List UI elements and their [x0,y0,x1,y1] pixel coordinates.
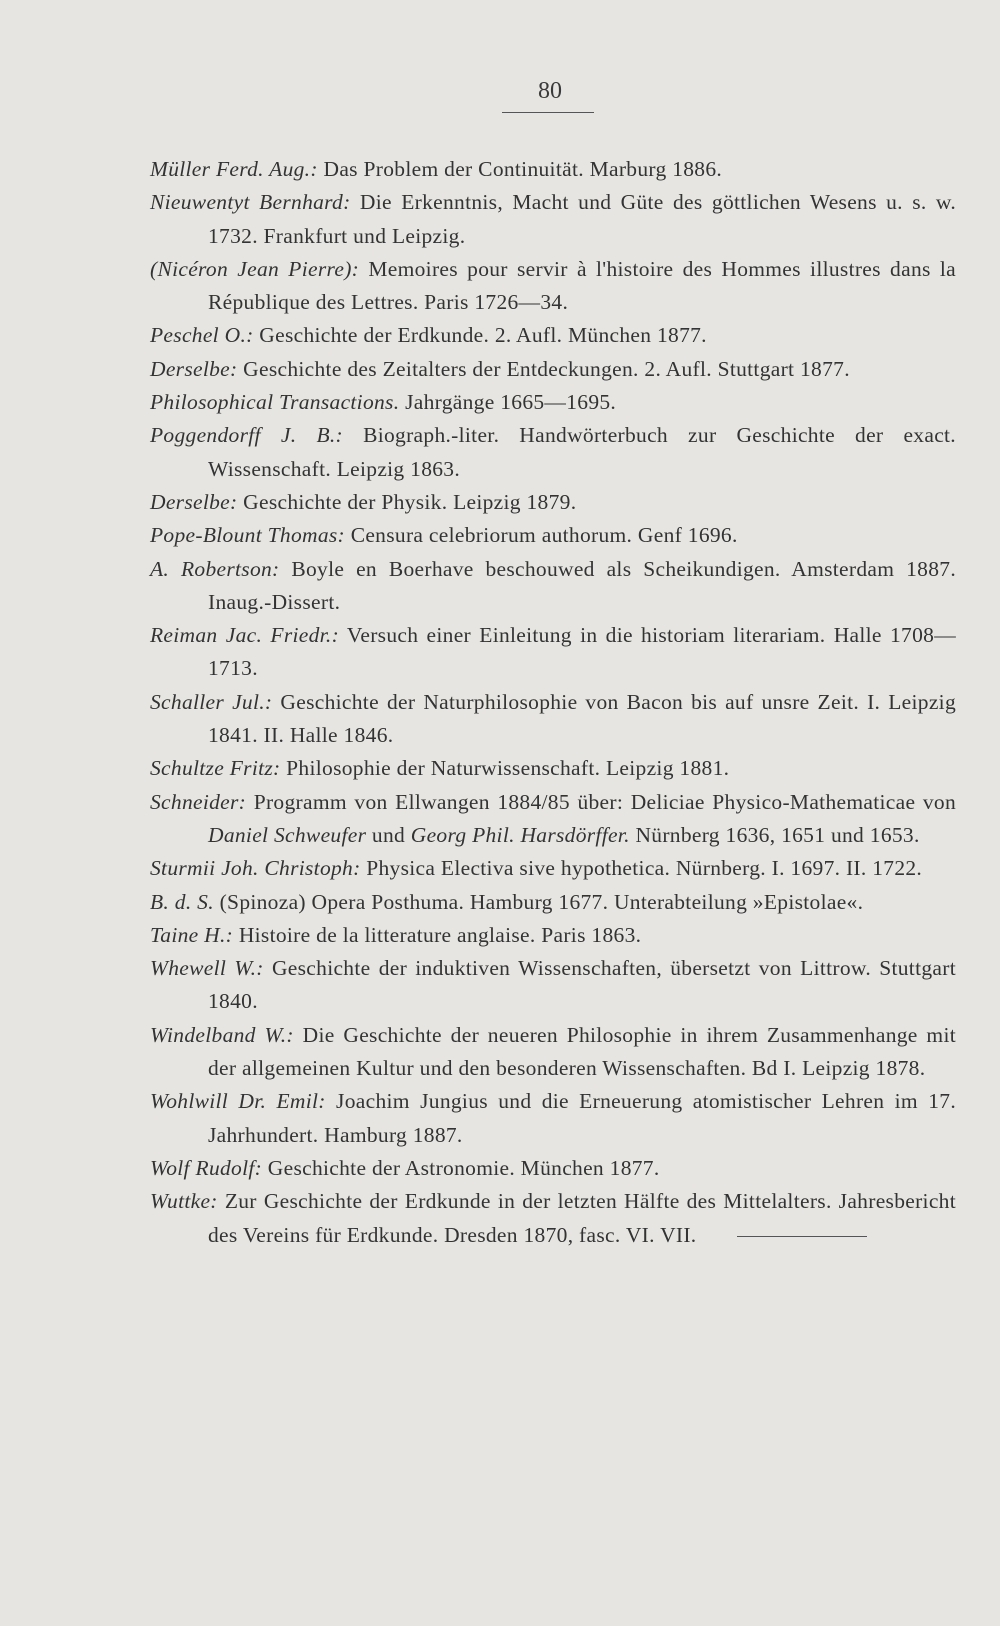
bibliography-entry [150,1085,956,1152]
entry-author: Wohlwill Dr. Emil: [150,1089,326,1114]
entry-author: Müller Ferd. Aug.: [150,157,318,181]
bibliography-entry [150,1019,956,1086]
entry-text: Memoires pour servir à l'histoire des Hommes illustres dans la République des Lettres. Paris 1726—34. [208,256,956,315]
bibliography-entry [150,619,956,686]
entry-text: (Spinoza) Opera Posthuma. Hamburg 1677. Unterabteilung »Epistolae«. [213,889,864,914]
bibliography-entry [150,386,956,419]
page-number: 80 [538,78,562,104]
entry-author: Schultze Fritz: [150,756,281,781]
bibliography-entry [150,486,956,519]
end-rule [737,1236,867,1237]
bibliography-list [150,153,956,1252]
bibliography-entry [150,1185,956,1252]
entry-author: Windelband W.: [150,1022,294,1047]
entry-author: Nieuwentyt Bernhard: [150,190,351,215]
entry-author: Reiman Jac. Friedr.: [150,623,340,648]
entry-text: Geschichte des Zeitalters der Entdeckungen. 2. Aufl. Stuttgart 1877. [237,356,850,381]
entry-author: Schaller Jul.: [150,689,273,714]
bibliography-entry [150,319,956,352]
entry-author: Wuttke: [150,1189,218,1214]
entry-author: Philosophical Transactions. [150,390,400,415]
entry-author: Whewell W.: [150,956,264,981]
entry-text: Die Erkenntnis, Macht und Güte des göttlichen Wesens u. s. w. 1732. Frankfurt und Leipzig. [208,190,956,248]
entry-author: Derselbe: [150,489,238,514]
entry-author: Wolf Rudolf: [150,1155,263,1180]
bibliography-entry [150,519,956,552]
bibliography-entry [150,786,956,853]
entry-author: Peschel O.: [150,323,254,348]
entry-text: Histoire de la litterature anglaise. Paris 1863. [233,922,642,947]
entry-text: Boyle en Boerhave beschouwed als Scheikundigen. Amsterdam 1887. Inaug.-Dissert. [208,556,956,614]
entry-text: Geschichte der Naturphilosophie von Bacon bis auf unsre Zeit. I. Leipzig 1841. II. Halle 1846. [208,689,956,748]
bibliography-entry [150,752,956,785]
entry-italic-name: Georg Phil. Harsdörffer. [410,822,630,847]
entry-text: Joachim Jungius und die Erneuerung atomistischer Lehren im 17. Jahrhundert. Hamburg 1887. [208,1089,956,1147]
bibliography-entry [150,852,956,885]
entry-text: Das Problem der Continuität. Marburg 1886. [317,157,723,181]
bibliography-entry [150,952,956,1019]
bibliography-entry [150,186,956,253]
entry-author: (Nicéron Jean Pierre): [150,256,360,281]
entry-text: und [366,822,411,847]
entry-author: Derselbe: [150,356,238,381]
header-rule [502,112,594,113]
entry-text: Censura celebriorum authorum. Genf 1696. [345,523,738,548]
entry-author: Poggendorff J. B.: [150,423,344,448]
entry-text: Geschichte der induktiven Wissenschaften, übersetzt von Littrow. Stuttgart 1840. [208,956,956,1014]
entry-text: Versuch einer Einleitung in die historiam literariam. Halle 1708—1713. [208,623,957,681]
entry-text: Physica Electiva sive hypothetica. Nürnberg. I. 1697. II. 1722. [360,856,923,881]
bibliography-entry [150,886,956,919]
entry-author: Taine H.: [150,922,234,947]
entry-author: A. Robertson: [150,556,280,581]
entry-text: Die Geschichte der neueren Philosophie in ihrem Zusammenhange mit der allgemeinen Kultur und den besonderen Wissenschaften. Bd I. Leipzig 1878. [208,1022,956,1081]
entry-text: Programm von Ellwangen 1884/85 über: Deliciae Physico-Mathematicae von [246,789,956,814]
bibliography-entry [150,686,956,753]
entry-author: Schneider: [150,789,247,814]
entry-author: B. d. S. [150,889,214,914]
bibliography-entry [150,1152,956,1185]
entry-author: Pope-Blount Thomas: [150,523,346,548]
entry-author: Sturmii Joh. Christoph: [150,856,361,881]
bibliography-entry [150,353,956,386]
bibliography-entry [150,253,956,320]
entry-text: Geschichte der Physik. Leipzig 1879. [237,489,577,514]
bibliography-entry [150,419,956,486]
entry-text: Zur Geschichte der Erdkunde in der letzten Hälfte des Mittelalters. Jahresbericht des Vereins für Erdkunde. Dresden 1870, fasc. VI. VII. [208,1189,956,1247]
entry-text: Geschichte der Astronomie. München 1877. [262,1155,660,1180]
entry-text: Jahrgänge 1665—1695. [399,390,617,415]
entry-text: Biograph.-liter. Handwörterbuch zur Geschichte der exact. Wissenschaft. Leipzig 1863. [208,423,956,481]
entry-text: Geschichte der Erdkunde. 2. Aufl. München 1877. [253,323,707,348]
bibliography-entry [150,153,956,186]
entry-italic-name: Daniel Schweufer [208,822,367,847]
bibliography-entry [150,553,956,620]
entry-text: Philosophie der Naturwissenschaft. Leipzig 1881. [280,756,730,781]
entry-text: Nürnberg 1636, 1651 und 1653. [629,822,920,847]
bibliography-entry [150,919,956,952]
